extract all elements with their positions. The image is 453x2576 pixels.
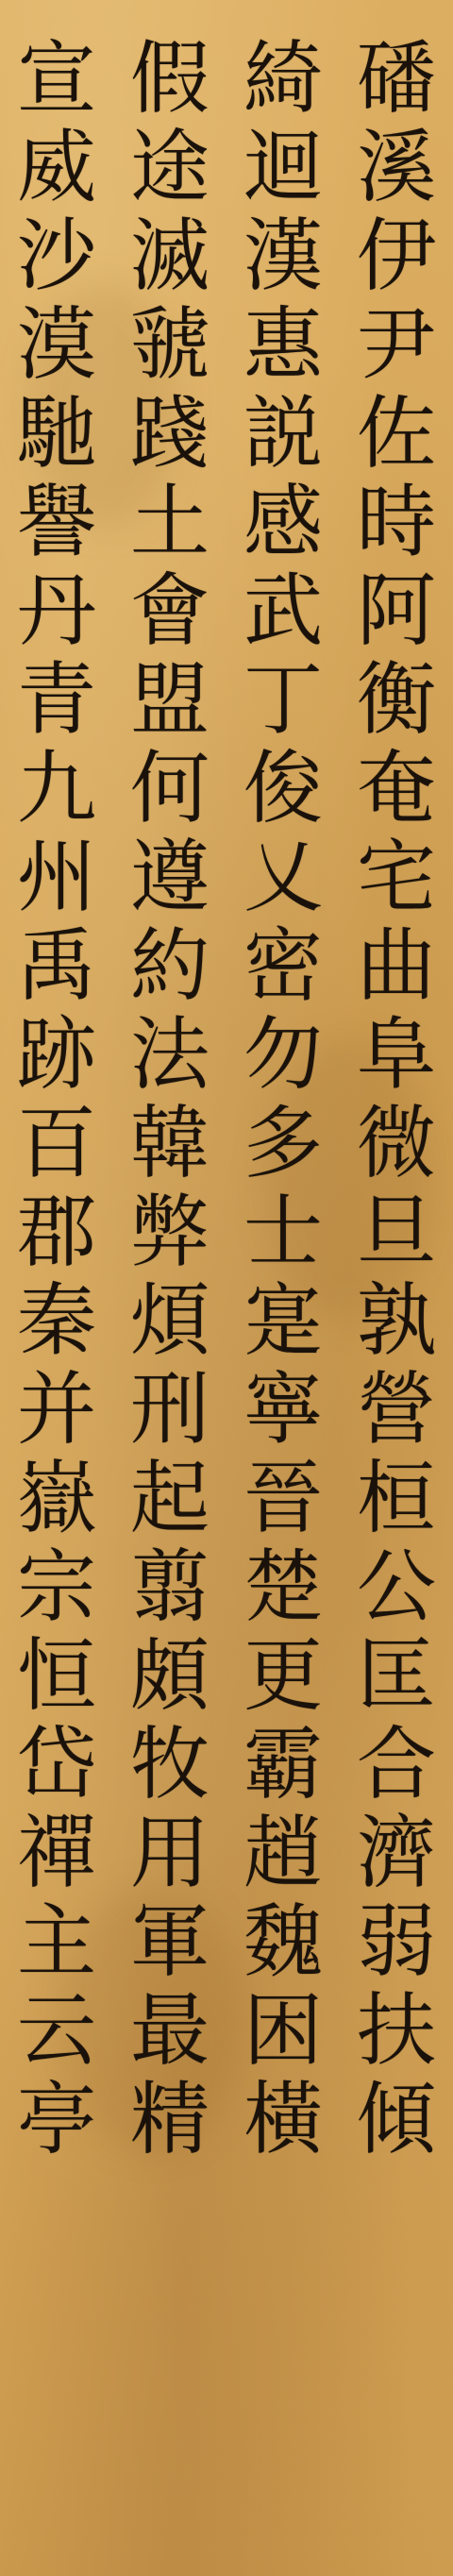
character: 亭 <box>16 2073 96 2165</box>
character: 桓 <box>356 1452 436 1544</box>
character: 盟 <box>129 653 210 746</box>
text-column-1 <box>340 34 453 2545</box>
character: 宅 <box>356 831 436 923</box>
character: 弊 <box>129 1186 210 1278</box>
character: 俊 <box>243 742 323 834</box>
character: 傾 <box>356 2073 436 2165</box>
character: 虢 <box>129 298 210 391</box>
character: 霸 <box>243 1718 323 1810</box>
character: 士 <box>243 1186 323 1278</box>
character: 漢 <box>243 210 323 302</box>
character: 何 <box>129 742 210 834</box>
character: 感 <box>243 476 323 568</box>
character: 踐 <box>129 387 210 480</box>
character: 趙 <box>243 1807 323 1899</box>
character: 勿 <box>243 1008 323 1101</box>
character: 百 <box>16 1097 96 1189</box>
character: 衡 <box>356 653 436 746</box>
character: 濟 <box>356 1807 436 1899</box>
character: 營 <box>356 1363 436 1456</box>
character: 滅 <box>129 210 210 302</box>
character: 用 <box>129 1807 210 1899</box>
character: 青 <box>16 653 96 746</box>
character: 法 <box>129 1008 210 1101</box>
character: 惠 <box>243 298 323 391</box>
character: 譽 <box>16 476 96 568</box>
character: 寧 <box>243 1363 323 1456</box>
character: 武 <box>243 564 323 657</box>
character: 孰 <box>356 1274 436 1367</box>
character: 佐 <box>356 387 436 480</box>
character: 遵 <box>129 831 210 923</box>
character: 多 <box>243 1097 323 1189</box>
character: 精 <box>129 2073 210 2165</box>
character: 沙 <box>16 210 96 302</box>
character: 嶽 <box>16 1452 96 1544</box>
character: 約 <box>129 919 210 1012</box>
character: 牧 <box>129 1718 210 1810</box>
character: 阜 <box>356 1008 436 1101</box>
character: 困 <box>243 1984 323 2077</box>
character: 綺 <box>243 32 323 125</box>
character: 微 <box>356 1097 436 1189</box>
character: 更 <box>243 1629 323 1722</box>
character: 旦 <box>356 1186 436 1278</box>
character: 橫 <box>243 2073 323 2165</box>
character: 宗 <box>16 1541 96 1633</box>
character: 合 <box>356 1718 436 1810</box>
character: 假 <box>129 32 210 125</box>
character: 最 <box>129 1984 210 2077</box>
character: 主 <box>16 1895 96 1988</box>
text-column-3 <box>113 34 226 2545</box>
character: 九 <box>16 742 96 834</box>
character: 寔 <box>243 1274 323 1367</box>
character: 魏 <box>243 1895 323 1988</box>
character: 郡 <box>16 1186 96 1278</box>
text-column-2 <box>226 34 340 2545</box>
character: 匡 <box>356 1629 436 1722</box>
character: 會 <box>129 564 210 657</box>
character: 途 <box>129 121 210 213</box>
character: 丁 <box>243 653 323 746</box>
character: 漠 <box>16 298 96 391</box>
character: 弱 <box>356 1895 436 1988</box>
character: 公 <box>356 1541 436 1633</box>
character: 密 <box>243 919 323 1012</box>
character: 丹 <box>16 564 96 657</box>
character: 馳 <box>16 387 96 480</box>
character: 迴 <box>243 121 323 213</box>
text-column-4 <box>0 34 113 2545</box>
character: 頗 <box>129 1629 210 1722</box>
character: 翦 <box>129 1541 210 1633</box>
character: 乂 <box>243 831 323 923</box>
character: 溪 <box>356 121 436 213</box>
character: 恒 <box>16 1629 96 1722</box>
character: 州 <box>16 831 96 923</box>
character: 土 <box>129 476 210 568</box>
character: 尹 <box>356 298 436 391</box>
character: 扶 <box>356 1984 436 2077</box>
character: 威 <box>16 121 96 213</box>
character: 宣 <box>16 32 96 125</box>
character: 刑 <box>129 1363 210 1456</box>
character: 曲 <box>356 919 436 1012</box>
character: 秦 <box>16 1274 96 1367</box>
character: 禹 <box>16 919 96 1012</box>
character: 奄 <box>356 742 436 834</box>
character: 岱 <box>16 1718 96 1810</box>
character: 跡 <box>16 1008 96 1101</box>
character: 并 <box>16 1363 96 1456</box>
character: 楚 <box>243 1541 323 1633</box>
character: 起 <box>129 1452 210 1544</box>
character: 時 <box>356 476 436 568</box>
character: 磻 <box>356 32 436 125</box>
character: 煩 <box>129 1274 210 1367</box>
character: 説 <box>243 387 323 480</box>
character: 軍 <box>129 1895 210 1988</box>
character: 伊 <box>356 210 436 302</box>
character: 禪 <box>16 1807 96 1899</box>
character: 韓 <box>129 1097 210 1189</box>
character: 阿 <box>356 564 436 657</box>
character: 晉 <box>243 1452 323 1544</box>
character: 云 <box>16 1984 96 2077</box>
